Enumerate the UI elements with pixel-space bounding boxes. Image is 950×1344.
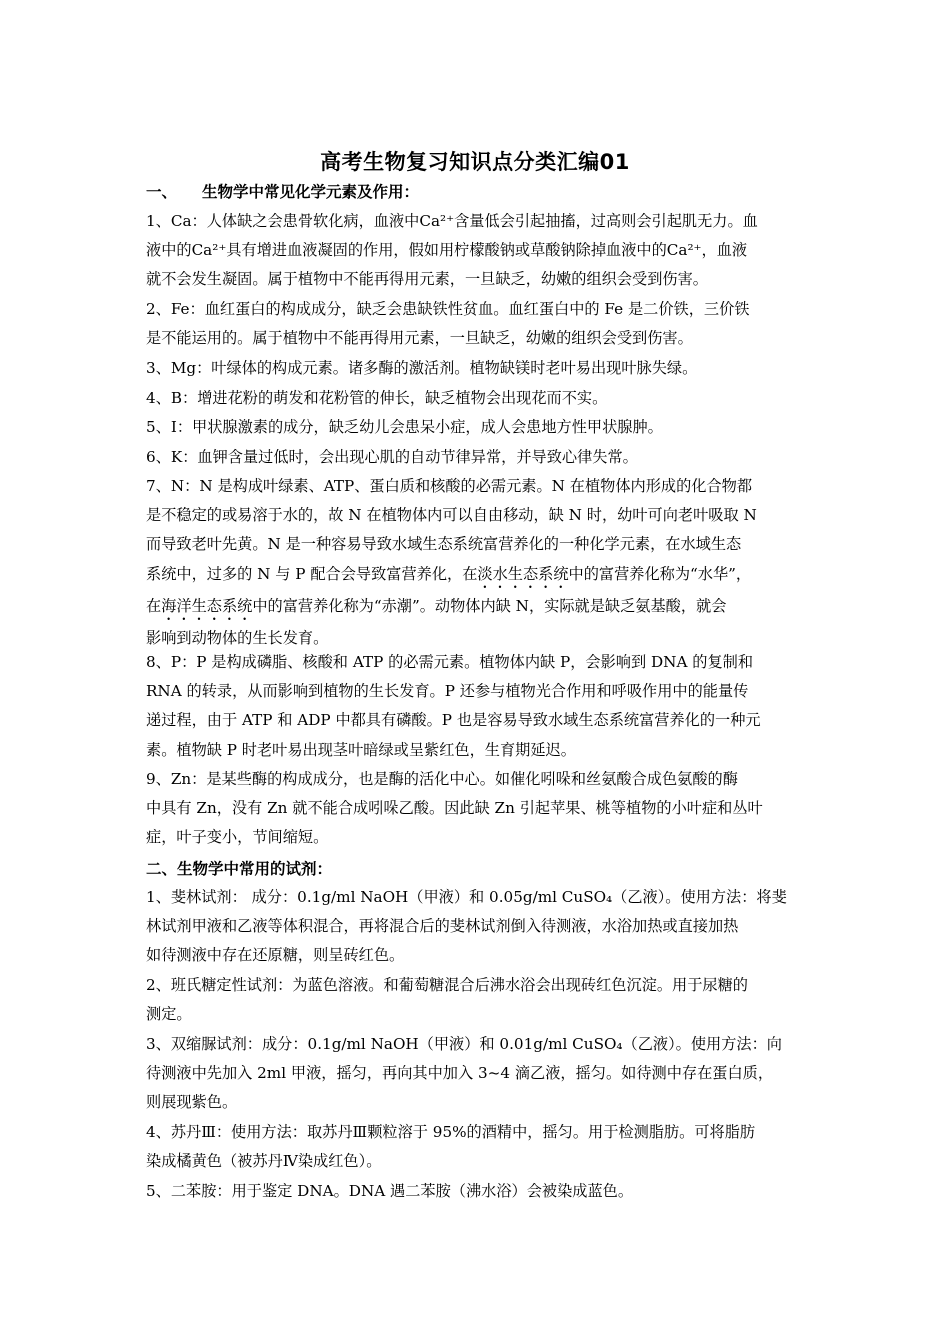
text-line: 3、双缩脲试剂：成分：0.1g/ml NaOH（甲液）和 0.01g/ml CuSO₄（乙液）。使用方法：向 <box>146 1035 782 1053</box>
paragraph-reagent-3 <box>146 1030 810 1118</box>
paragraph-reagent-1 <box>146 883 810 971</box>
text-line: 5、二苯胺：用于鉴定 DNA。DNA 遇二苯胺（沸水浴）会被染成蓝色。 <box>146 1182 634 1200</box>
paragraph-zn <box>146 765 810 853</box>
text-line: 而导致老叶先黄。N 是一种容易导致水域生态系统富营养化的一种化学元素，在水域生态 <box>146 535 742 554</box>
paragraph-reagent-2 <box>146 971 810 1029</box>
text-line: 4、苏丹Ⅲ：使用方法：取苏丹Ⅲ颗粒溶于 95%的酒精中，摇匀。用于检测脂肪。可将脂肪 <box>146 1123 756 1141</box>
paragraph-ca <box>146 207 810 295</box>
text-line: 7、N：N 是构成叶绿素、ATP、蛋白质和核酸的必需元素。N 在植物体内形成的化合物都 <box>146 477 753 495</box>
paragraph-fe <box>146 295 810 353</box>
emphasized-term: 淡水生态系统 <box>477 564 569 583</box>
paragraph-i <box>146 413 810 442</box>
text-line: 症，叶子变小，节间缩短。 <box>146 828 329 847</box>
text-line: 是不能运用的。属于植物中不能再得用元素，一旦缺乏，幼嫩的组织会受到伤害。 <box>146 329 693 348</box>
text-line: 待测液中先加入 2ml 甲液，摇匀，再向其中加入 3~4 滴乙液，摇匀。如待测中存在蛋白质， <box>146 1064 774 1083</box>
text-run: 在 <box>146 596 162 615</box>
page-title: 高考生物复习知识点分类汇编01 <box>320 150 630 174</box>
text-line <box>146 592 810 624</box>
paragraph-b <box>146 384 810 413</box>
text-line <box>146 560 810 592</box>
text-line: 就不会发生凝固。属于植物中不能再得用元素，一旦缺乏，幼嫩的组织会受到伤害。 <box>146 270 708 289</box>
text-line: 8、P：P 是构成磷脂、核酸和 ATP 的必需元素。植物体内缺 P，会影响到 DNA 的复制和 <box>146 653 754 671</box>
text-line: 是不稳定的或易溶于水的，故 N 在植物体内可以自由移动，缺 N 时，幼叶可向老叶吸取 N <box>146 506 757 525</box>
text-line: 6、K：血钾含量过低时，会出现心肌的自动节律异常，并导致心律失常。 <box>146 448 638 466</box>
text-line: 染成橘黄色（被苏丹Ⅳ染成红色）。 <box>146 1152 382 1171</box>
section-number: 一、 <box>146 183 178 201</box>
text-line: 2、班氏糖定性试剂：为蓝色溶液。和葡萄糖混合后沸水浴会出现砖红色沉淀。用于尿糖的 <box>146 976 748 994</box>
text-line: 4、B：增进花粉的萌发和花粉管的伸长，缺乏植物会出现花而不实。 <box>146 389 608 407</box>
text-line: 测定。 <box>146 1005 192 1024</box>
paragraph-p <box>146 648 810 765</box>
text-line: RNA 的转录，从而影响到植物的生长发育。P 还参与植物光合作用和呼吸作用中的能量传 <box>146 682 749 701</box>
paragraph-k <box>146 443 810 472</box>
text-line: 3、Mg：叶绿体的构成元素。诸多酶的激活剂。植物缺镁时老叶易出现叶脉失绿。 <box>146 359 698 377</box>
text-line: 1、斐林试剂： 成分：0.1g/ml NaOH（甲液）和 0.05g/ml CuSO₄（乙液）。使用方法：将斐 <box>146 888 787 906</box>
text-line: 2、Fe：血红蛋白的构成成分，缺乏会患缺铁性贫血。血红蛋白中的 Fe 是二价铁，三价铁 <box>146 300 750 318</box>
section-heading-2: 二、生物学中常用的试剂： <box>146 860 333 878</box>
text-line: 液中的Ca²⁺具有增进血液凝固的作用，假如用柠檬酸钠或草酸钠除掉血液中的Ca²⁺，血液 <box>146 241 748 260</box>
section-heading-1 <box>146 180 419 202</box>
text-line: 递过程，由于 ATP 和 ADP 中都具有磷酸。P 也是容易导致水域生态系统富营养化的一种元 <box>146 711 761 730</box>
paragraph-reagent-5 <box>146 1177 810 1206</box>
text-run: 中的富营养化称为“赤潮”。动物体内缺 N，实际就是缺乏氨基酸，就会 <box>252 596 727 615</box>
text-line: 则展现紫色。 <box>146 1093 238 1112</box>
text-line: 如待测液中存在还原糖，则呈砖红色。 <box>146 946 405 965</box>
text-line: 5、I：甲状腺激素的成分，缺乏幼儿会患呆小症，成人会患地方性甲状腺肿。 <box>146 418 663 436</box>
text-run: 系统中，过多的 N 与 P 配合会导致富营养化，在 <box>146 564 478 583</box>
text-line: 林试剂甲液和乙液等体积混合，再将混合后的斐林试剂倒入待测液，水浴加热或直接加热 <box>146 917 739 936</box>
text-line: 1、Ca：人体缺之会患骨软化病，血液中Ca²⁺含量低会引起抽搐，过高则会引起肌无力。血 <box>146 212 758 230</box>
text-line: 9、Zn：是某些酶的构成成分，也是酶的活化中心。如催化吲哚和丝氨酸合成色氨酸的酶 <box>146 770 738 788</box>
paragraph-n <box>146 472 810 653</box>
section-title: 生物学中常见化学元素及作用： <box>202 183 420 201</box>
text-line: 影响到动物体的生长发育。 <box>146 628 329 647</box>
paragraph-mg <box>146 354 810 383</box>
emphasized-term: 海洋生态系统 <box>161 596 253 615</box>
text-line: 中具有 Zn，没有 Zn 就不能合成吲哚乙酸。因此缺 Zn 引起苹果、桃等植物的小叶症和丛叶 <box>146 799 763 818</box>
text-run: 中的富营养化称为“水华”， <box>568 564 752 583</box>
paragraph-reagent-4 <box>146 1118 810 1176</box>
text-line: 素。植物缺 P 时老叶易出现茎叶暗绿或呈紫红色，生育期延迟。 <box>146 740 576 759</box>
